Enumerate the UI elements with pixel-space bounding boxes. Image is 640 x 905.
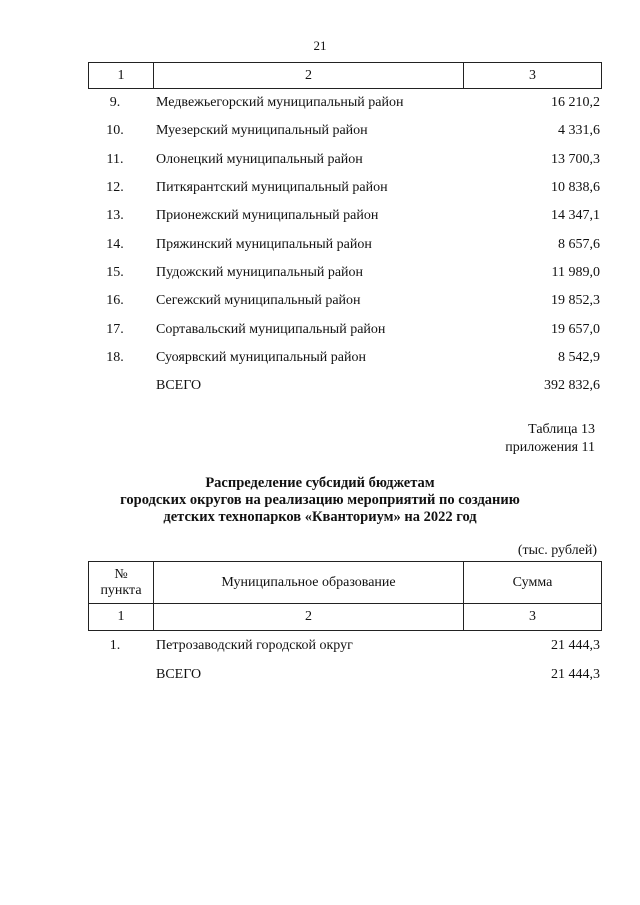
table-row xyxy=(88,89,602,117)
table-row xyxy=(88,315,602,343)
row-number: 13. xyxy=(106,208,124,224)
table-header-row xyxy=(88,561,602,604)
table-row xyxy=(88,631,602,660)
section-title xyxy=(0,475,640,526)
row-sum: 21 444,3 xyxy=(551,637,600,653)
row-name: Суоярвский муниципальный район xyxy=(156,349,366,365)
column-index-1: 1 xyxy=(89,604,154,630)
row-name: Муезерский муниципальный район xyxy=(156,123,368,139)
row-number: 15. xyxy=(106,264,124,280)
section-title-line-1: Распределение субсидий бюджетам xyxy=(205,475,435,491)
table-row xyxy=(88,344,602,372)
row-name: Медвежьегорский муниципальный район xyxy=(156,95,404,111)
table-row xyxy=(88,259,602,287)
total-label: ВСЕГО xyxy=(156,666,202,682)
row-number: 16. xyxy=(106,293,124,309)
table-body xyxy=(88,89,602,372)
column-header-number-line-1: № xyxy=(114,566,128,582)
row-number: 10. xyxy=(106,123,124,139)
column-index-3: 3 xyxy=(529,609,536,624)
row-name: Сегежский муниципальный район xyxy=(156,293,361,309)
column-header-1: 1 xyxy=(89,63,154,88)
row-name: Сортавальский муниципальный район xyxy=(156,321,386,337)
table-header-row xyxy=(88,62,602,89)
row-sum: 11 989,0 xyxy=(551,264,600,280)
row-number: 1. xyxy=(109,637,121,653)
column-header-sum: Сумма xyxy=(512,574,553,590)
total-label: ВСЕГО xyxy=(156,378,202,394)
row-number: 14. xyxy=(106,236,124,252)
table-row xyxy=(88,287,602,315)
total-sum: 21 444,3 xyxy=(551,666,600,682)
table-row xyxy=(88,202,602,230)
row-sum: 19 657,0 xyxy=(551,321,600,337)
row-sum: 8 657,6 xyxy=(558,236,600,252)
row-name: Прионежский муниципальный район xyxy=(156,208,379,224)
table-row xyxy=(88,174,602,202)
column-index-2: 2 xyxy=(154,604,464,630)
total-sum: 392 832,6 xyxy=(544,378,600,394)
page-number: 21 xyxy=(313,38,327,53)
row-name: Пудожский муниципальный район xyxy=(156,264,364,280)
row-number: 11. xyxy=(106,151,124,167)
row-sum: 14 347,1 xyxy=(551,208,600,224)
row-sum: 8 542,9 xyxy=(558,349,600,365)
table-row xyxy=(88,146,602,174)
row-number: 9. xyxy=(109,95,121,111)
column-header-2: 2 xyxy=(154,63,464,88)
units-label: (тыс. рублей) xyxy=(517,543,597,558)
row-number: 17. xyxy=(106,321,124,337)
table-caption xyxy=(505,421,595,457)
section-title-line-2: городских округов на реализацию мероприятий по созданию xyxy=(120,492,520,508)
table-index-row xyxy=(88,604,602,631)
subsidy-table-municipal-districts xyxy=(88,62,602,400)
subsidy-table-city-districts xyxy=(88,561,602,689)
table-row xyxy=(88,117,602,145)
row-name: Олонецкий муниципальный район xyxy=(156,151,363,167)
total-row xyxy=(88,372,602,400)
section-title-line-3: детских технопарков «Кванториум» на 2022 год xyxy=(163,509,477,525)
row-sum: 13 700,3 xyxy=(551,151,600,167)
row-name: Пряжинский муниципальный район xyxy=(156,236,372,252)
row-name: Петрозаводский городской округ xyxy=(156,637,353,653)
table-caption-line-2: приложения 11 xyxy=(505,440,595,455)
column-header-3: 3 xyxy=(529,67,536,83)
column-header-number-line-2: пункта xyxy=(100,582,142,598)
row-sum: 10 838,6 xyxy=(551,180,600,196)
row-sum: 16 210,2 xyxy=(551,95,600,111)
table-caption-line-1: Таблица 13 xyxy=(528,422,595,437)
table-row xyxy=(88,230,602,258)
column-header-number xyxy=(89,562,154,603)
row-number: 18. xyxy=(106,349,124,365)
row-number: 12. xyxy=(106,180,124,196)
column-header-municipality: Муниципальное образование xyxy=(154,562,464,603)
row-sum: 19 852,3 xyxy=(551,293,600,309)
total-row xyxy=(88,660,602,689)
row-sum: 4 331,6 xyxy=(558,123,600,139)
row-name: Питкярантский муниципальный район xyxy=(156,180,388,196)
